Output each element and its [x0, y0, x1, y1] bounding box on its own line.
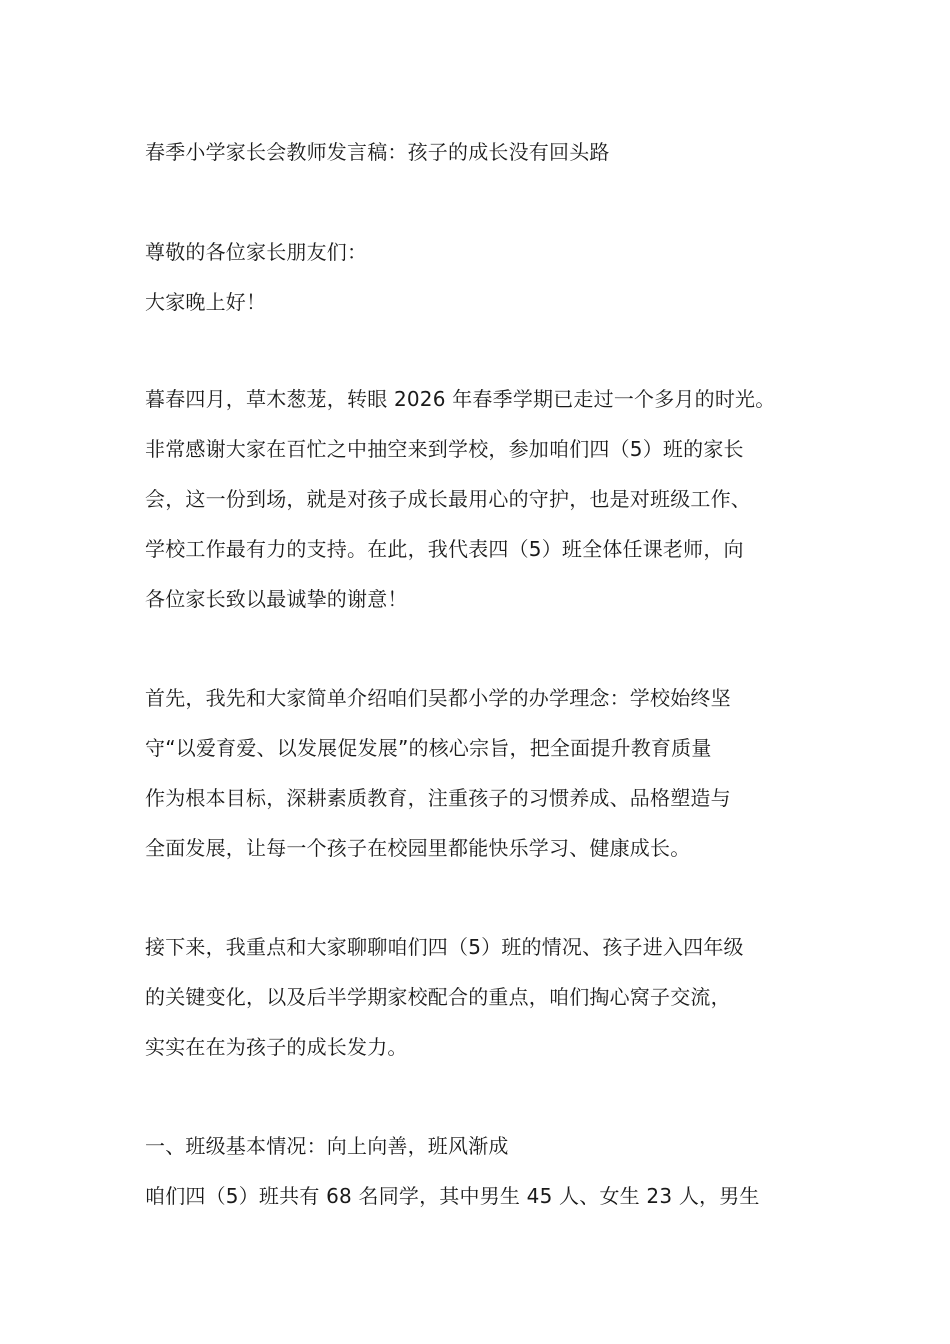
salutation: 尊敬的各位家长朋友们： — [145, 240, 368, 264]
section-1-heading: 一、班级基本情况：向上向善，班风渐成 — [145, 1134, 509, 1158]
paragraph-2-line: 全面发展，让每一个孩子在校园里都能快乐学习、健康成长。 — [145, 836, 691, 860]
paragraph-2-line: 作为根本目标，深耕素质教育，注重孩子的习惯养成、品格塑造与 — [145, 786, 731, 810]
paragraph-3-line: 的关键变化，以及后半学期家校配合的重点，咱们掏心窝子交流， — [145, 985, 731, 1009]
greeting: 大家晚上好！ — [145, 290, 267, 314]
document-title: 春季小学家长会教师发言稿：孩子的成长没有回头路 — [145, 140, 610, 164]
paragraph-1-line: 各位家长致以最诚挚的谢意！ — [145, 587, 408, 611]
paragraph-2-line: 守“以爱育爱、以发展促发展”的核心宗旨，把全面提升教育质量 — [145, 736, 712, 760]
section-1-text-line: 咱们四（5）班共有 68 名同学，其中男生 45 人、女生 23 人，男生 — [145, 1184, 760, 1208]
paragraph-1-line: 非常感谢大家在百忙之中抽空来到学校，参加咱们四（5）班的家长 — [145, 437, 744, 461]
paragraph-2-line: 首先，我先和大家简单介绍咱们吴都小学的办学理念：学校始终坚 — [145, 686, 731, 710]
paragraph-1-line: 会，这一份到场，就是对孩子成长最用心的守护，也是对班级工作、 — [145, 487, 751, 511]
paragraph-1-line: 学校工作最有力的支持。在此，我代表四（5）班全体任课老师，向 — [145, 537, 744, 561]
paragraph-3-line: 实实在在为孩子的成长发力。 — [145, 1035, 408, 1059]
paragraph-1-line: 暮春四月，草木葱茏，转眼 2026 年春季学期已走过一个多月的时光。 — [145, 387, 776, 411]
paragraph-3-line: 接下来，我重点和大家聊聊咱们四（5）班的情况、孩子进入四年级 — [145, 935, 744, 959]
